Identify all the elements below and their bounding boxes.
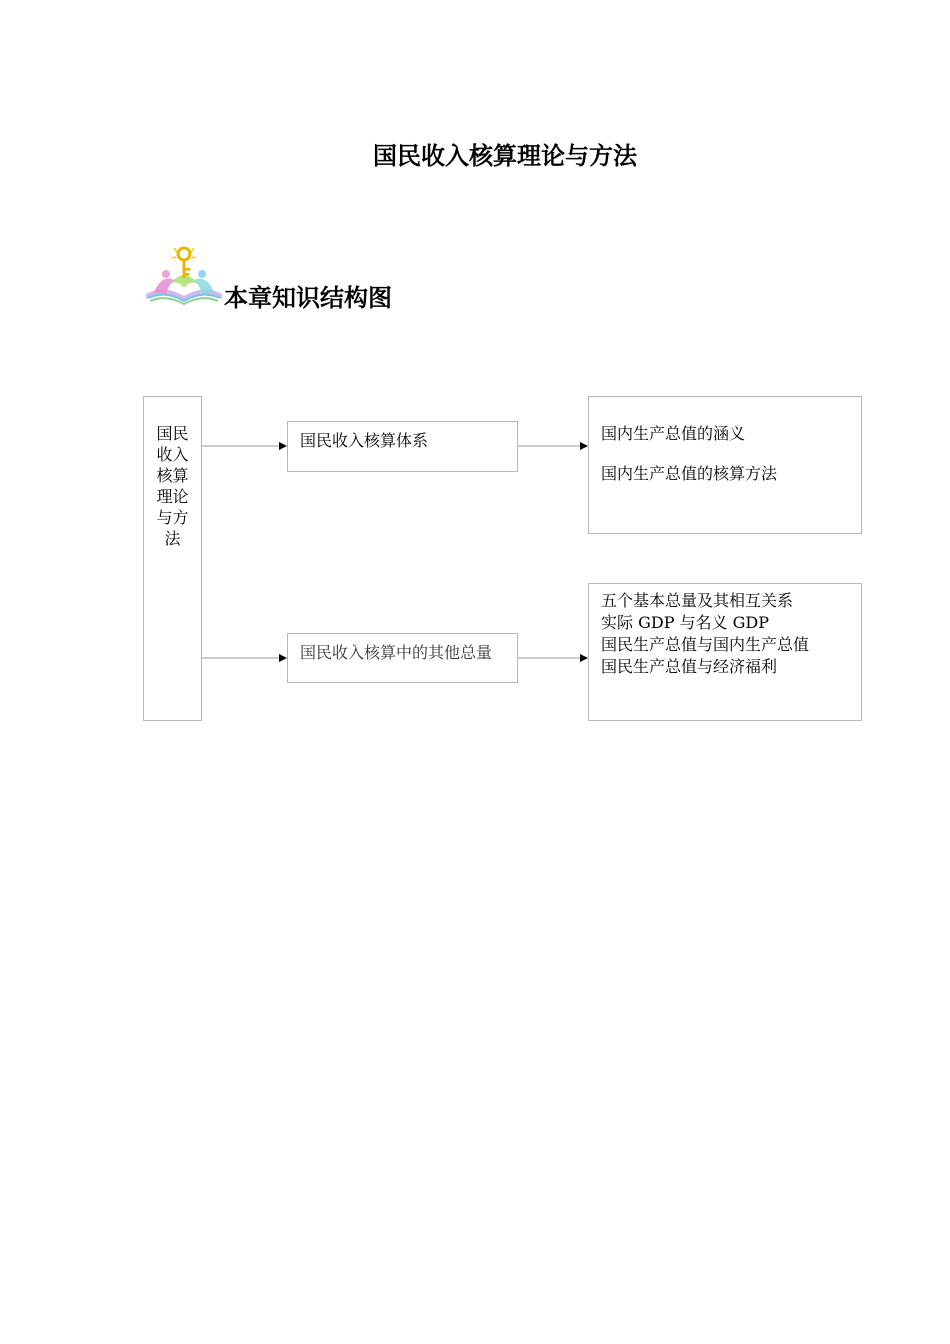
detail-node-gdp	[588, 396, 862, 534]
root-node-line: 国民	[156, 424, 189, 443]
detail-node-aggregates	[588, 583, 862, 721]
key-book-icon	[144, 244, 224, 306]
page-title: 国民收入核算理论与方法	[373, 141, 637, 170]
root-node-line: 法	[164, 529, 181, 548]
section-title: 本章知识结构图	[224, 284, 392, 312]
branch-node-accounting-system	[287, 421, 518, 472]
branch-node-other-aggregates	[287, 633, 518, 683]
root-node-line: 收入	[156, 445, 189, 464]
root-node-line: 与方	[156, 508, 189, 527]
detail-item: 国内生产总值的核算方法	[601, 464, 778, 483]
detail-item: 实际 GDP 与名义 GDP	[601, 613, 770, 632]
branch-label: 国民收入核算体系	[300, 431, 429, 450]
root-node-line: 理论	[156, 487, 189, 506]
detail-item: 国内生产总值的涵义	[601, 424, 746, 443]
detail-item: 国民生产总值与经济福利	[601, 657, 778, 676]
root-node-line: 核算	[156, 466, 189, 485]
root-node	[143, 396, 202, 721]
detail-item: 国民生产总值与国内生产总值	[601, 635, 810, 654]
detail-item: 五个基本总量及其相互关系	[601, 591, 794, 610]
branch-label: 国民收入核算中的其他总量	[300, 643, 493, 662]
